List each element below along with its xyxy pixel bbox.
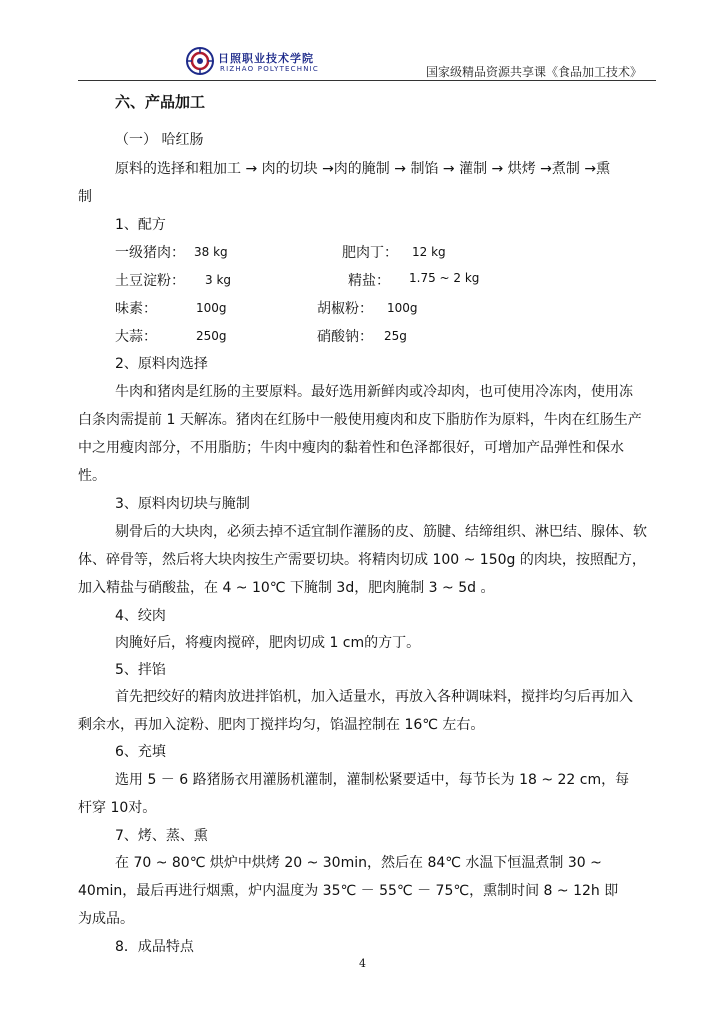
formula-value: 1.75 ~ 2 kg (409, 271, 480, 285)
step-heading: 2、原料肉选择 (115, 356, 208, 372)
step-heading: 3、原料肉切块与腌制 (115, 496, 250, 512)
formula-label: 土豆淀粉： (115, 273, 185, 289)
formula-value: 12 kg (412, 245, 446, 259)
formula-label: 味素： (115, 301, 157, 317)
step-heading: 8．成品特点 (115, 939, 194, 955)
formula-label: 一级猪肉： (115, 245, 185, 261)
step-heading: 7、烤、蒸、熏 (115, 828, 208, 844)
paragraph-line: 牛肉和猪肉是红肠的主要原料。最好选用新鲜肉或冷却肉，也可使用冷冻肉，使用冻 (115, 384, 633, 400)
school-name-en: RIZHAO POLYTECHNIC (220, 65, 320, 73)
formula-value: 250g (196, 329, 227, 343)
paragraph-line: 为成品。 (78, 911, 134, 927)
formula-label: 硝酸钠： (317, 329, 373, 345)
step-heading: 5、拌馅 (115, 662, 166, 678)
paragraph-line: 体、碎骨等，然后将大块肉按生产需要切块。将精肉切成 100 ~ 150g 的肉块，按照配方， (78, 552, 646, 568)
formula-label: 肥肉丁： (342, 245, 398, 261)
formula-heading: 1、配方 (115, 217, 166, 233)
formula-value: 100g (196, 301, 227, 315)
process-flow-line: 原料的选择和粗加工 → 肉的切块 →肉的腌制 → 制馅 → 灌制 → 烘烤 →煮制 →熏 (115, 161, 611, 177)
paragraph-line: 40min，最后再进行烟熏，炉内温度为 35℃ － 55℃ － 75℃，熏制时间 8 ~ 12h 即 (78, 883, 619, 899)
paragraph-line: 剩余水，再加入淀粉、肥肉丁搅拌均匀，馅温控制在 16℃ 左右。 (78, 717, 485, 733)
paragraph-line: 剔骨后的大块肉，必须去掉不适宜制作灌肠的皮、筋腱、结缔组织、淋巴结、腺体、软 (115, 524, 647, 540)
school-logo-icon (185, 46, 215, 76)
paragraph-line: 肉腌好后，将瘦肉搅碎，肥肉切成 1 cm的方丁。 (115, 635, 421, 651)
subsection-title: （一） 哈红肠 (115, 132, 204, 148)
paragraph-line: 白条肉需提前 1 天解冻。猪肉在红肠中一般使用瘦肉和皮下脂肪作为原料，牛肉在红肠生产 (78, 412, 642, 428)
process-flow-line: 制 (78, 189, 92, 205)
formula-label: 大蒜： (115, 329, 157, 345)
paragraph-line: 中之用瘦肉部分，不用脂肪；牛肉中瘦肉的黏着性和色泽都很好，可增加产品弹性和保水 (78, 440, 624, 456)
section-title: 六、产品加工 (115, 93, 206, 111)
school-name-cn: 日照职业技术学院 (218, 52, 314, 65)
formula-value: 25g (384, 329, 407, 343)
paragraph-line: 首先把绞好的精肉放进拌馅机，加入适量水，再放入各种调味料，搅拌均匀后再加入 (115, 689, 633, 705)
formula-value: 3 kg (205, 273, 232, 287)
paragraph-line: 杆穿 10对。 (78, 800, 157, 816)
formula-value: 38 kg (194, 245, 228, 259)
paragraph-line: 选用 5 － 6 路猪肠衣用灌肠机灌制，灌制松紧要适中，每节长为 18 ~ 22 cm，每 (115, 772, 630, 788)
paragraph-line: 性。 (78, 468, 106, 484)
header-divider (78, 80, 656, 81)
course-title: 国家级精品资源共享课《食品加工技术》 (426, 65, 643, 79)
formula-label: 精盐： (348, 273, 390, 289)
step-heading: 4、绞肉 (115, 608, 166, 624)
paragraph-line: 加入精盐与硝酸盐，在 4 ~ 10℃ 下腌制 3d，肥肉腌制 3 ~ 5d 。 (78, 580, 495, 596)
paragraph-line: 在 70 ~ 80℃ 烘炉中烘烤 20 ~ 30min，然后在 84℃ 水温下恒温煮制 30 ~ (115, 855, 602, 871)
step-heading: 6、充填 (115, 744, 166, 760)
formula-label: 胡椒粉： (317, 301, 373, 317)
page-number: 4 (359, 957, 366, 970)
formula-value: 100g (387, 301, 418, 315)
